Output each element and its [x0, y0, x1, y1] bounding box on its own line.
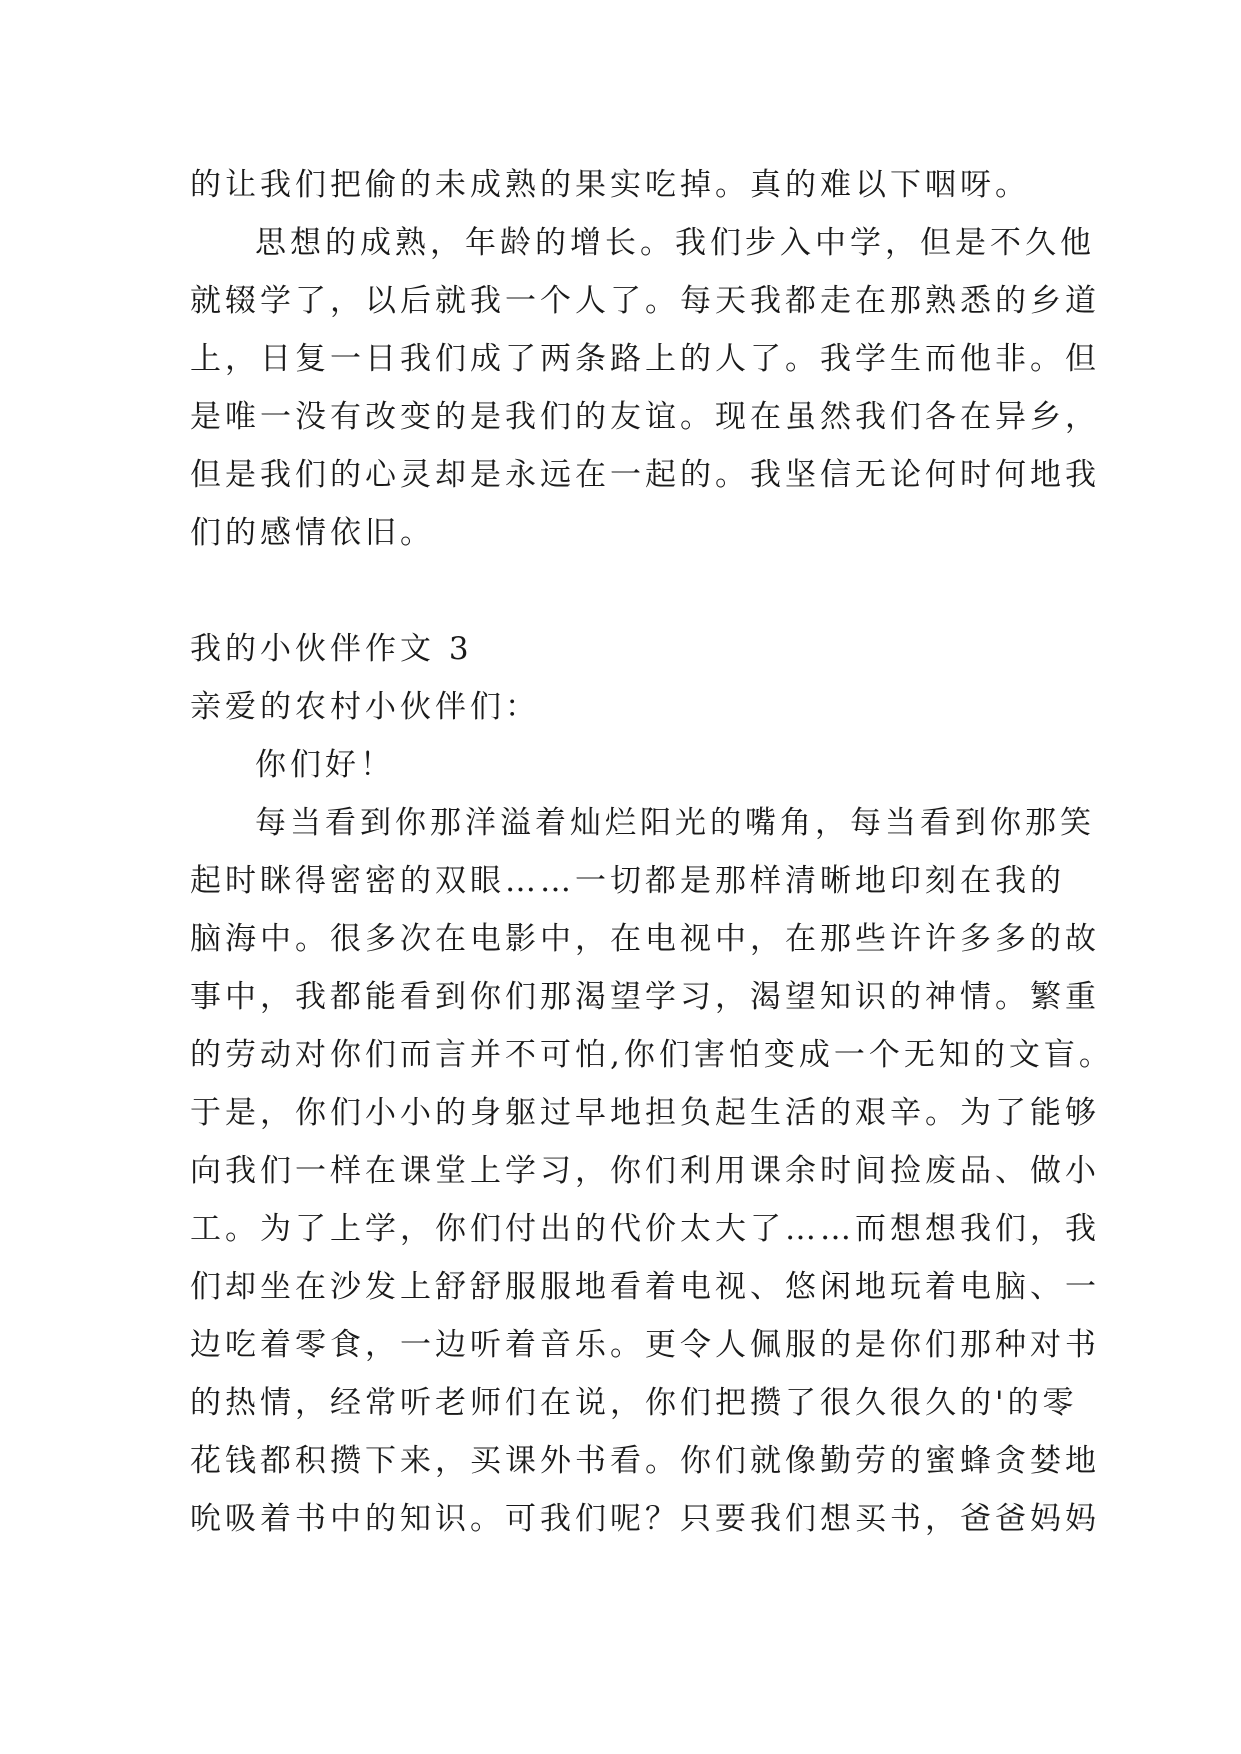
paragraph-line: 们却坐在沙发上舒舒服服地看着电视、悠闲地玩着电脑、一	[190, 1269, 1100, 1305]
paragraph-line: 但是我们的心灵却是永远在一起的。我坚信无论何时何地我	[190, 457, 1100, 493]
paragraph-line: 思想的成熟，年龄的增长。我们步入中学，但是不久他	[255, 225, 1095, 261]
paragraph-line: 边吃着零食，一边听着音乐。更令人佩服的是你们那种对书	[190, 1327, 1100, 1363]
paragraph-line: 们的感情依旧。	[190, 515, 435, 551]
paragraph-line: 事中，我都能看到你们那渴望学习，渴望知识的神情。繁重	[190, 979, 1100, 1015]
essay-title: 我的小伙伴作文 3	[190, 631, 473, 667]
paragraph-line: 工。为了上学，你们付出的代价太大了……而想想我们，我	[190, 1211, 1100, 1247]
salutation: 亲爱的农村小伙伴们：	[190, 689, 540, 725]
paragraph-line: 向我们一样在课堂上学习，你们利用课余时间捡废品、做小	[190, 1153, 1100, 1189]
paragraph-line: 上，日复一日我们成了两条路上的人了。我学生而他非。但	[190, 341, 1100, 377]
paragraph-line: 花钱都积攒下来，买课外书看。你们就像勤劳的蜜蜂贪婪地	[190, 1443, 1100, 1479]
paragraph-line: 起时眯得密密的双眼……一切都是那样清晰地印刻在我的	[190, 863, 1065, 899]
paragraph-line: 的让我们把偷的未成熟的果实吃掉。真的难以下咽呀。	[190, 167, 1030, 203]
paragraph-line: 就辍学了，以后就我一个人了。每天我都走在那熟悉的乡道	[190, 283, 1100, 319]
paragraph-line: 的劳动对你们而言并不可怕,你们害怕变成一个无知的文盲。	[190, 1037, 1114, 1073]
paragraph-line: 每当看到你那洋溢着灿烂阳光的嘴角，每当看到你那笑	[255, 805, 1095, 841]
paragraph-line: 吮吸着书中的知识。可我们呢？只要我们想买书，爸爸妈妈	[190, 1501, 1100, 1537]
paragraph-line: 于是，你们小小的身躯过早地担负起生活的艰辛。为了能够	[190, 1095, 1100, 1131]
greeting: 你们好！	[255, 747, 395, 783]
paragraph-line: 是唯一没有改变的是我们的友谊。现在虽然我们各在异乡，	[190, 399, 1100, 435]
paragraph-line: 脑海中。很多次在电影中，在电视中，在那些许许多多的故	[190, 921, 1100, 957]
paragraph-line: 的热情，经常听老师们在说，你们把攒了很久很久的'的零	[190, 1385, 1078, 1421]
